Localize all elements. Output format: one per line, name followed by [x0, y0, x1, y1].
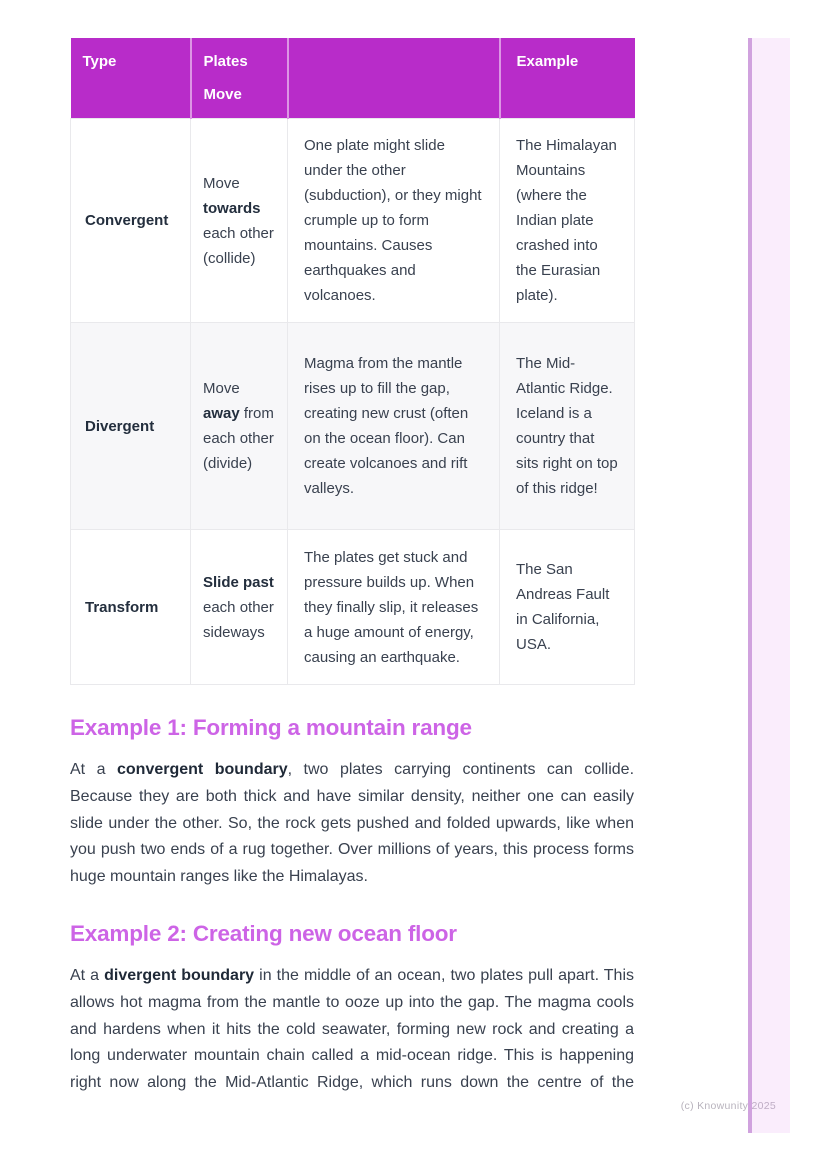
- document-content: [70, 38, 634, 1097]
- para-bold-text: divergent boundary: [104, 966, 255, 984]
- cell-move: [191, 530, 288, 685]
- table-row-convergent: [71, 119, 635, 323]
- para-text: At a: [70, 966, 105, 984]
- pink-highlight-bar: [748, 38, 790, 1133]
- cell-type: Transform: [71, 530, 191, 685]
- move-text: each other (collide): [203, 224, 274, 267]
- move-text: from each other (divide): [203, 405, 274, 472]
- cell-example: The Himalayan Mountains (where the Indian plate crashed into the Eurasian plate).: [500, 119, 635, 323]
- cell-example: The Mid-Atlantic Ridge. Iceland is a country that sits right on top of this ridge!: [500, 323, 635, 530]
- section-heading-example-2: Example 2: Creating new ocean floor: [70, 920, 457, 946]
- move-bold-text: Slide past: [203, 573, 274, 591]
- cell-description: The plates get stuck and pressure builds up. When they finally slip, it releases a huge amount of energy, causing an earthquake.: [288, 530, 500, 685]
- table-header-row: [71, 38, 635, 119]
- move-text: each other sideways: [203, 598, 274, 641]
- table-row-transform: [71, 530, 635, 685]
- move-text: Move: [203, 380, 240, 397]
- cell-example: The San Andreas Fault in California, USA.: [500, 530, 635, 685]
- cell-description: Magma from the mantle rises up to fill the gap, creating new crust (often on the ocean floor). Can create volcanoes and rift valleys.: [288, 323, 500, 530]
- cell-type: Divergent: [71, 323, 191, 530]
- section-heading-example-1: Example 1: Forming a mountain range: [70, 715, 472, 740]
- cell-type: Convergent: [71, 119, 191, 323]
- para-text: At a: [70, 761, 117, 778]
- header-cell-blank: [288, 38, 500, 119]
- para-bold-text: convergent boundary: [117, 761, 288, 778]
- header-cell-type: Type: [71, 38, 191, 119]
- footer-credit: (c) Knowunity 2025: [680, 1100, 776, 1112]
- header-cell-plates-move: Plates Move: [191, 38, 288, 119]
- cell-move: [191, 119, 288, 323]
- table-row-divergent: [71, 323, 635, 530]
- plate-boundaries-table: [70, 38, 635, 685]
- move-bold-text: towards: [203, 199, 261, 217]
- move-text: Move: [203, 174, 240, 192]
- move-bold-text: away: [203, 405, 240, 422]
- paragraph-example-2: [70, 963, 634, 1097]
- para-text: in the middle of an ocean, two plates pull apart. This allows hot magma from the mantle to ooze up into the gap. The magma cools and hardens when it hits the cold seawater, forming new rock and creating a long underwater mountain chain called a mid-ocean ridge. This is happening right now along the Mid-Atlantic Ridge, which runs down the centre of the: [70, 966, 635, 1092]
- para-text: , two plates carrying continents can collide. Because they are both thick and have similar density, neither one can easily slide under the other. So, the rock gets pushed and folded upwards, like when you push two ends of a rug together. Over millions of years, this process forms huge mountain ranges like the Himalayas.: [70, 761, 635, 886]
- cell-description: One plate might slide under the other (subduction), or they might crumple up to form mountains. Causes earthquakes and volcanoes.: [288, 119, 500, 323]
- header-cell-example: Example: [500, 38, 635, 119]
- cell-move: [191, 323, 288, 530]
- paragraph-example-1: [70, 757, 634, 891]
